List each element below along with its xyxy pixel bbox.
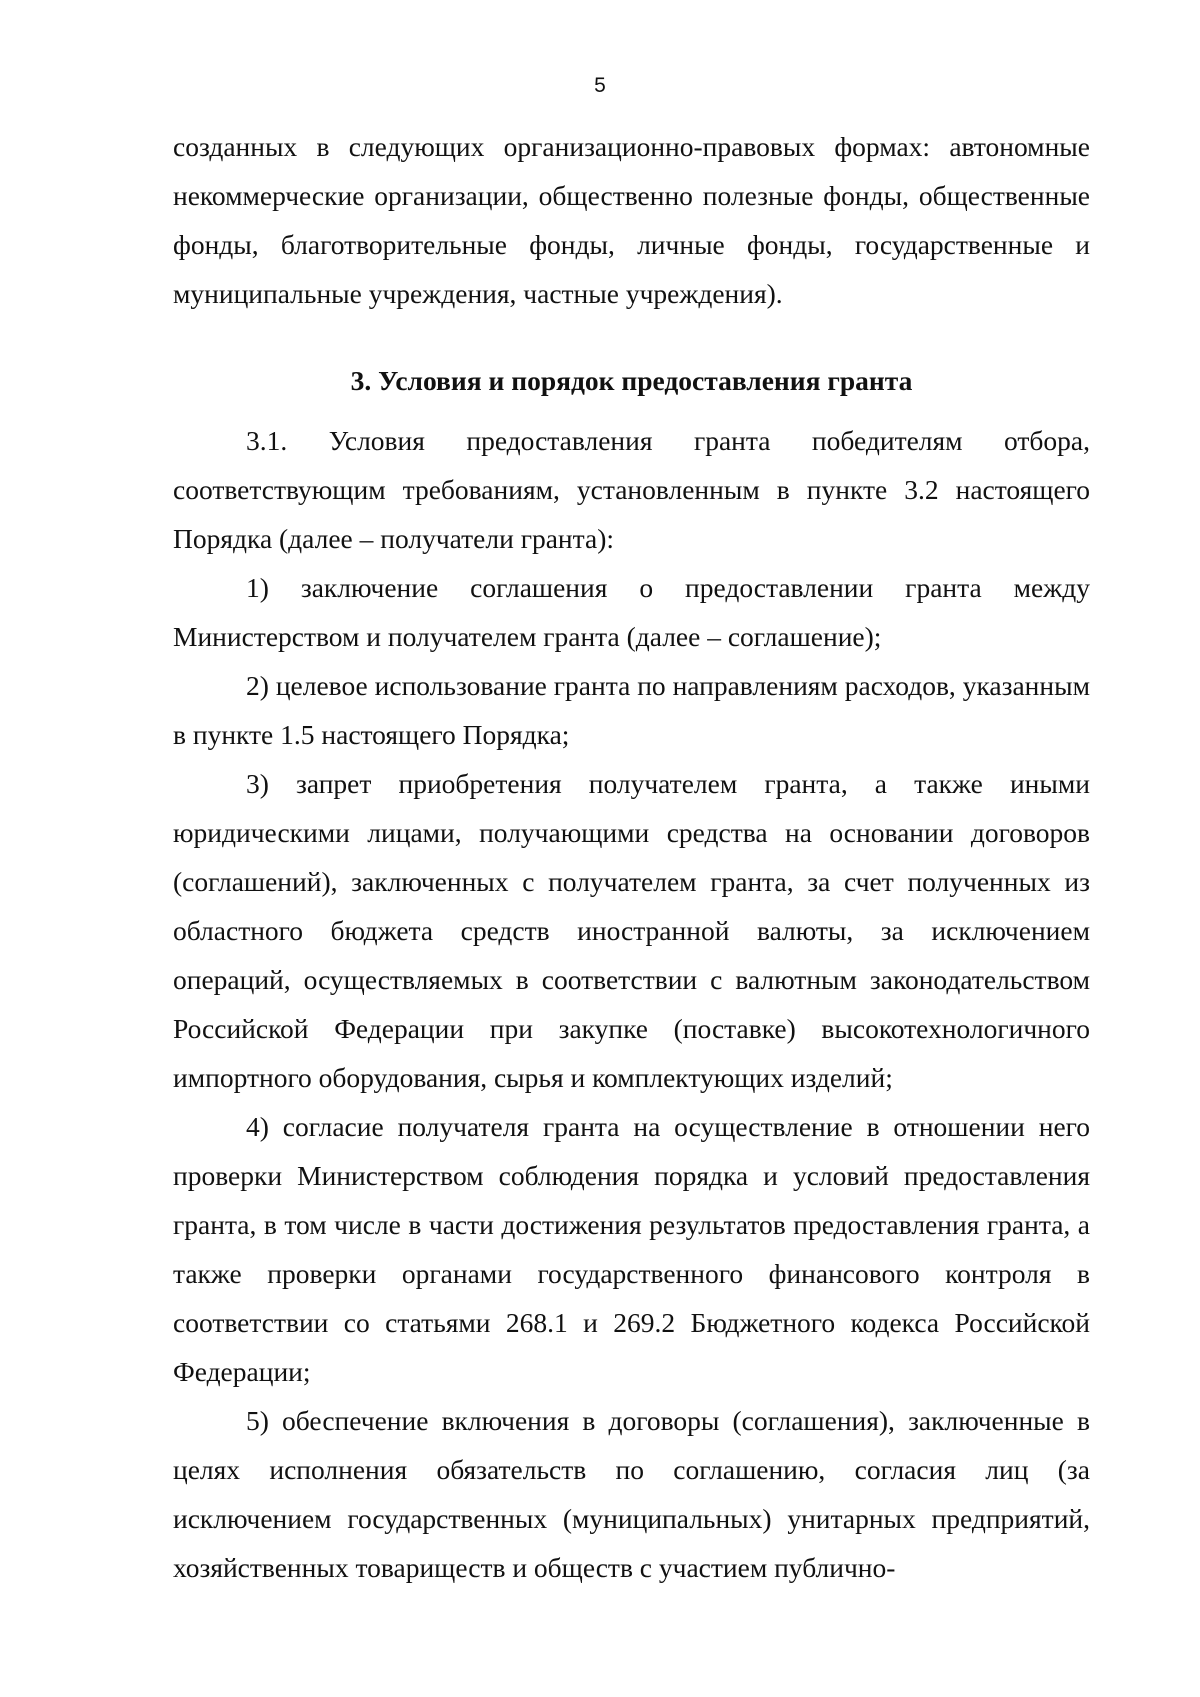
page-number: 5: [594, 74, 606, 97]
section-heading: 3. Условия и порядок предоставления гранта: [350, 365, 913, 396]
paragraph-item-2: 2) целевое использование гранта по направлениям расходов, указанным в пункте 1.5 настоящего Порядка;: [173, 670, 1090, 750]
paragraph-item-4: 4) согласие получателя гранта на осуществление в отношении него проверки Министерством соблюдения порядка и условий предоставления гранта, в том числе в части достижения результатов предоставления гранта, а также проверки органами государственного финансового контроля в соответствии со статьями 268.1 и 269.2 Бюджетного кодекса Российской Федерации;: [173, 1111, 1090, 1387]
paragraph-3-1: 3.1. Условия предоставления гранта победителям отбора, соответствующим требованиям, установленным в пункте 3.2 настоящего Порядка (далее – получатели гранта):: [173, 425, 1090, 554]
paragraph-item-1: 1) заключение соглашения о предоставлении гранта между Министерством и получателем гранта (далее – соглашение);: [173, 572, 1090, 652]
document-body: [173, 122, 1090, 1592]
paragraph-continuation: созданных в следующих организационно-правовых формах: автономные некоммерческие организации, общественно полезные фонды, общественные фонды, благотворительные фонды, личные фонды, государственные и муниципальные учреждения, частные учреждения).: [173, 131, 1090, 309]
paragraph-item-5: 5) обеспечение включения в договоры (соглашения), заключенные в целях исполнения обязательств по соглашению, согласия лиц (за исключением государственных (муниципальных) унитарных предприятий, хозяйственных товариществ и обществ с участием публично-: [173, 1405, 1090, 1583]
paragraph-item-3: 3) запрет приобретения получателем гранта, а также иными юридическими лицами, получающими средства на основании договоров (соглашений), заключенных с получателем гранта, за счет полученных из областного бюджета средств иностранной валюты, за исключением операций, осуществляемых в соответствии с валютным законодательством Российской Федерации при закупке (поставке) высокотехнологичного импортного оборудования, сырья и комплектующих изделий;: [173, 768, 1090, 1093]
